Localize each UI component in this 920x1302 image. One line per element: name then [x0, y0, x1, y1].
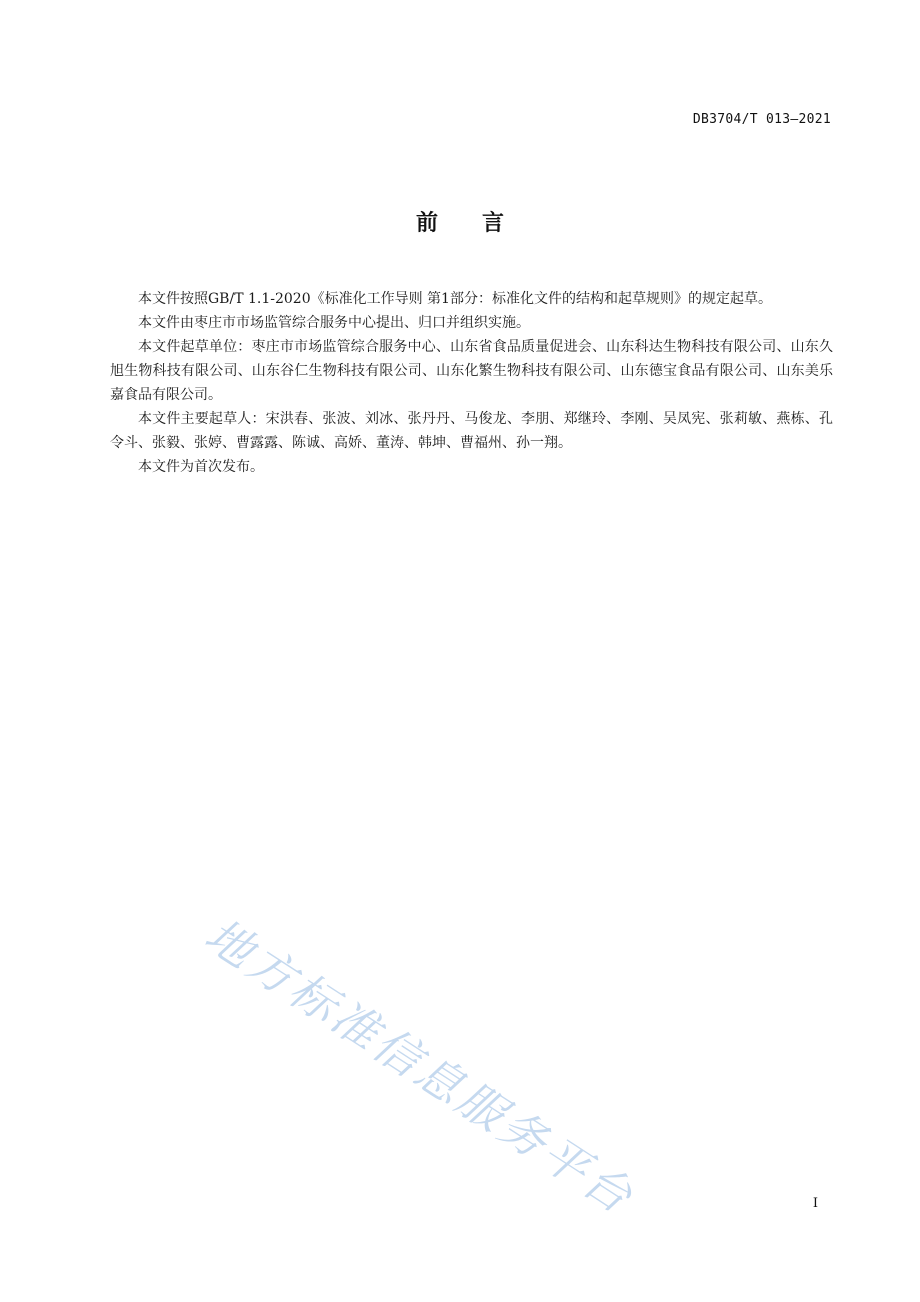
page-number: I: [812, 1196, 818, 1211]
paragraph-first-release: 本文件为首次发布。: [138, 459, 264, 475]
paragraph-proposer: 本文件由枣庄市市场监管综合服务中心提出、归口并组织实施。: [138, 315, 530, 331]
paragraph-drafters: 本文件主要起草人：宋洪春、张波、刘冰、张丹丹、马俊龙、李朋、郑继玲、李刚、吴凤宪、张莉敏、燕栋、孔令斗、张毅、张婷、曹露露、陈诚、高娇、董涛、韩坤、曹福州、孙一翔。: [110, 411, 833, 451]
paragraph-drafting-rules: 本文件按照GB/T 1.1-2020《标准化工作导则 第1部分：标准化文件的结构和起草规则》的规定起草。: [138, 291, 772, 307]
standard-code: DB3704/T 013—2021: [692, 112, 831, 127]
paragraph-drafting-units: 本文件起草单位：枣庄市市场监管综合服务中心、山东省食品质量促进会、山东科达生物科技有限公司、山东久旭生物科技有限公司、山东谷仁生物科技有限公司、山东化繁生物科技有限公司、山东德宝食品有限公司、山东美乐嘉食品有限公司。: [110, 339, 833, 403]
watermark: 地方标准信息服务平台: [195, 907, 645, 1226]
preface-body: [110, 287, 833, 479]
page-title: 前言: [415, 211, 548, 236]
